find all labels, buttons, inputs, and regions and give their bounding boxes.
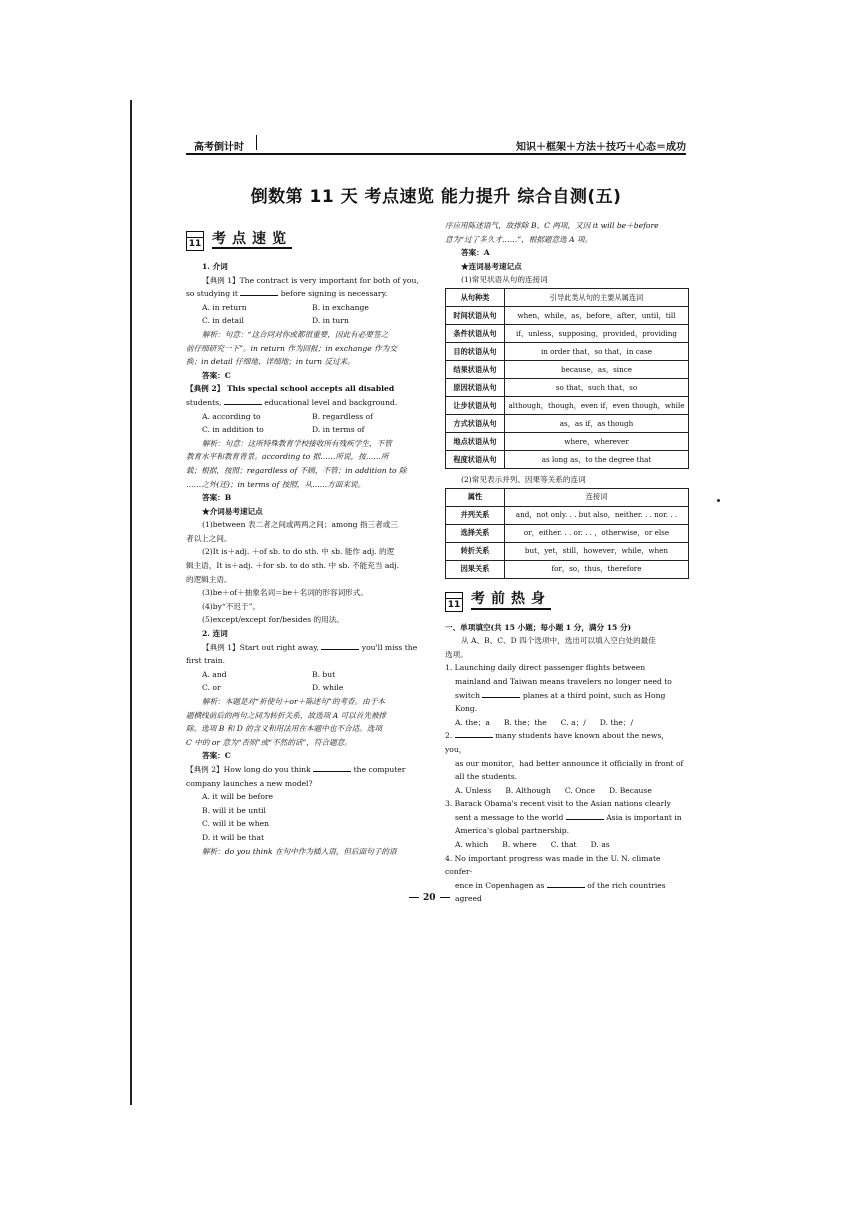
page-number: 20 bbox=[405, 893, 454, 903]
instructions: 选项。 bbox=[445, 649, 468, 659]
answer-blank bbox=[482, 689, 520, 698]
calendar-icon: 11 bbox=[186, 231, 204, 251]
question-text: as our monitor，had better announce it officially in front of bbox=[455, 758, 684, 768]
option-row bbox=[186, 410, 428, 424]
table-row bbox=[446, 542, 689, 560]
table-cell: 选择关系 bbox=[446, 524, 505, 542]
table-row bbox=[446, 378, 689, 396]
subheading: 1. 介词 bbox=[202, 262, 228, 271]
section-heading bbox=[445, 589, 687, 615]
subheading: 2. 连词 bbox=[202, 629, 228, 639]
option-row bbox=[445, 716, 687, 730]
option-row bbox=[445, 838, 687, 852]
table-cell: 目的状语从句 bbox=[446, 342, 505, 360]
explanation: 前仔细研究一下”。in return 作为回报；in exchange 作为交 bbox=[186, 343, 397, 353]
explanation: 解析：句意：“这合同对你或都很重要，因此有必要签之 bbox=[202, 329, 389, 339]
question-text: 2. many students have known about the news，you， bbox=[445, 731, 669, 754]
explanation: 除。选项 B 和 D 的含义和用法用在本题中也不合适。选项 bbox=[186, 724, 382, 734]
table-row bbox=[446, 432, 689, 450]
table-row bbox=[446, 342, 689, 360]
table-row bbox=[446, 414, 689, 432]
tip: 的逻辑主语。 bbox=[186, 574, 232, 584]
option: C. will it be when bbox=[202, 819, 270, 829]
table-cell: as，as if，as though bbox=[505, 414, 689, 432]
question-text: mainland and Taiwan means travelers no longer need to bbox=[455, 676, 672, 686]
option: D. it will be that bbox=[202, 832, 265, 842]
table-caption: (2)常见表示并列、因果等关系的连词 bbox=[461, 474, 586, 484]
answer-blank bbox=[455, 729, 493, 738]
answer-blank bbox=[566, 811, 604, 820]
question-text: company launches a new model? bbox=[186, 778, 313, 788]
instructions: 一、单项填空(共 15 小题；每小题 1 分，满分 15 分) bbox=[445, 622, 632, 632]
answer-blank bbox=[313, 763, 351, 772]
table-cell: or，either. . . or. . . ，otherwise，or else bbox=[505, 524, 689, 542]
option: C. or bbox=[202, 683, 221, 693]
table-cell: for，so，thus，therefore bbox=[505, 560, 689, 578]
option: D. in terms of bbox=[312, 425, 365, 435]
option: A. Unless bbox=[455, 785, 492, 795]
table-row bbox=[446, 450, 689, 468]
scan-edge-line bbox=[130, 100, 132, 1105]
question-text: America's global partnership. bbox=[455, 826, 570, 836]
table-cell: where，wherever bbox=[505, 432, 689, 450]
header-rule bbox=[186, 153, 686, 155]
answer: 答案：C bbox=[202, 370, 231, 380]
option: B. in exchange bbox=[312, 302, 369, 312]
section-heading bbox=[186, 228, 428, 254]
question-text: so studying it before signing is necessary. bbox=[186, 289, 388, 299]
question-text: ence in Copenhagen as of the rich countries agreed bbox=[455, 880, 666, 904]
table-cell: 方式状语从句 bbox=[446, 414, 505, 432]
answer-blank bbox=[321, 641, 359, 650]
table-cell: so that，such that，so bbox=[505, 378, 689, 396]
answer: 答案：A bbox=[461, 248, 490, 258]
question-text: first train. bbox=[186, 656, 225, 666]
header-left: 高考倒计时 bbox=[194, 142, 244, 153]
table-row bbox=[446, 560, 689, 578]
question-text: 1. Launching daily direct passenger flights between bbox=[445, 663, 646, 673]
left-column bbox=[186, 228, 428, 858]
table-cell: 让步状语从句 bbox=[446, 396, 505, 414]
page-header bbox=[186, 133, 686, 153]
option: B. Although bbox=[505, 785, 551, 795]
table-header-cell: 连接词 bbox=[505, 488, 689, 506]
table-row bbox=[446, 506, 689, 524]
table-header-cell: 从句种类 bbox=[446, 288, 505, 306]
option: D. as bbox=[590, 840, 610, 850]
explanation: 解析：句意：这所特殊教育学校接收所有残疾学生，不管 bbox=[202, 438, 392, 448]
tip: (3)be＋of＋抽象名词＝be＋名词的形容词形式。 bbox=[202, 588, 368, 598]
option: B. will it be until bbox=[202, 805, 266, 815]
table-cell: 时间状语从句 bbox=[446, 306, 505, 324]
answer: 答案：C bbox=[202, 751, 231, 761]
table-header-row bbox=[446, 488, 689, 506]
tip: (4)by“不迟于”。 bbox=[202, 601, 261, 611]
option: C. in detail bbox=[202, 316, 244, 326]
relation-conjunction-table bbox=[445, 488, 689, 579]
option-row bbox=[186, 423, 428, 437]
question-text: students, educational level and background. bbox=[186, 397, 398, 407]
question-text: 【典例 1】The contract is very important for both of you, bbox=[202, 275, 419, 285]
table-cell: as long as，to the degree that bbox=[505, 450, 689, 468]
option-row bbox=[186, 681, 428, 695]
option-row bbox=[186, 301, 428, 315]
option-row bbox=[445, 784, 687, 798]
header-divider bbox=[256, 135, 257, 150]
option: D. while bbox=[312, 683, 344, 693]
header-right: 知识＋框架＋方法＋技巧＋心态＝成功 bbox=[516, 142, 686, 153]
question-text: 【典例 2】 This special school accepts all disabled bbox=[186, 384, 395, 394]
option: D. Because bbox=[609, 785, 652, 795]
option: A. according to bbox=[202, 411, 261, 421]
option: C. that bbox=[550, 840, 577, 850]
tip: (2)It is＋adj. ＋of sb. to do sth. 中 sb. 能作 adj. 的逻 bbox=[202, 547, 395, 557]
table-header-row bbox=[446, 288, 689, 306]
tip: (1)between 表二者之间或两两之间；among 指三者或三 bbox=[202, 520, 398, 530]
table-header-cell: 引导此类从句的主要从属连词 bbox=[505, 288, 689, 306]
table-cell: 条件状语从句 bbox=[446, 324, 505, 342]
option: A. which bbox=[455, 840, 489, 850]
tip: 辑主语，It is＋adj. ＋for sb. to do sth. 中 sb. 不能充当 adj. bbox=[186, 561, 400, 571]
explanation: 教育水平和教育背景。according to 据……所说，按……所 bbox=[186, 452, 389, 462]
table-cell: in order that，so that，in case bbox=[505, 342, 689, 360]
tips-heading: ★连词易考速记点 bbox=[461, 261, 522, 271]
option: A. it will be before bbox=[202, 792, 274, 802]
table-cell: 程度状语从句 bbox=[446, 450, 505, 468]
table-cell: 转折关系 bbox=[446, 542, 505, 560]
page-title: 倒数第 11 天 考点速览 能力提升 综合自测(五) bbox=[250, 187, 622, 207]
table-row bbox=[446, 324, 689, 342]
clause-conjunction-table bbox=[445, 288, 689, 469]
calendar-icon: 11 bbox=[445, 592, 463, 612]
explanation: 载；根据，按照；regardless of 不顾，不管；in addition to 除 bbox=[186, 465, 407, 475]
table-cell: but，yet，still，however，while，when bbox=[505, 542, 689, 560]
option: A. the；a bbox=[455, 717, 490, 727]
option: D. the；/ bbox=[599, 717, 634, 727]
tips-heading: ★介词易考速记点 bbox=[202, 506, 263, 516]
table-cell: because，as，since bbox=[505, 360, 689, 378]
instructions: 从 A、B、C、D 四个选项中，选出可以填入空白处的最佳 bbox=[461, 636, 656, 646]
explanation: C 中的 or 意为“否则”或“不然的话”，符合题意。 bbox=[186, 737, 352, 747]
table-row bbox=[446, 306, 689, 324]
explanation: 解析：本题是对“祈使句＋or＋陈述句”的考查。由于本 bbox=[202, 697, 386, 706]
table-cell: 并列关系 bbox=[446, 506, 505, 524]
question-text: all the students. bbox=[455, 772, 518, 782]
table-cell: 原因状语从句 bbox=[446, 378, 505, 396]
question-text: 4. No important progress was made in the U. N. climate confer- bbox=[445, 853, 661, 877]
question-text: 3. Barack Obama's recent visit to the Asian nations clearly bbox=[445, 799, 671, 809]
table-cell: when，while，as，before，after，until，till bbox=[505, 306, 689, 324]
answer-blank bbox=[240, 287, 278, 296]
explanation: 解析：do you think 在句中作为插入语，但后面句子的语 bbox=[202, 846, 397, 856]
question-text: sent a message to the world Asia is important in bbox=[455, 812, 682, 822]
option: C. in addition to bbox=[202, 425, 264, 435]
explanation: 意为“过了多久才……”，根据题意选 A 项。 bbox=[445, 234, 593, 244]
question-text: 【典例 1】Start out right away, you'll miss the bbox=[202, 642, 418, 652]
explanation: 题横线前后的两句之间为转折关系，故选项 A 可以首先被排 bbox=[186, 710, 387, 720]
option: C. Once bbox=[564, 785, 596, 795]
option: B. the；the bbox=[503, 717, 547, 727]
table-cell: and，not only. . . but also，neither. . . nor. . . bbox=[505, 506, 689, 524]
tip: (5)except/except for/besides 的用法。 bbox=[202, 615, 344, 625]
option: A. and bbox=[202, 669, 227, 679]
table-row bbox=[446, 360, 689, 378]
explanation: 序应用陈述语气，故排除 B、C 两项，又因 it will be＋before bbox=[445, 221, 659, 230]
option: A. in return bbox=[202, 302, 247, 312]
table-cell: 地点状语从句 bbox=[446, 432, 505, 450]
table-cell: 因果关系 bbox=[446, 560, 505, 578]
table-caption: (1)常见状语从句的连接词 bbox=[461, 275, 548, 285]
section-title: 考前热身 bbox=[471, 593, 551, 610]
question-text: Kong. bbox=[455, 704, 478, 714]
answer-blank bbox=[547, 879, 585, 888]
table-cell: if，unless，supposing，provided，providing bbox=[505, 324, 689, 342]
table-row bbox=[446, 524, 689, 542]
option: C. a；/ bbox=[560, 717, 586, 727]
explanation: 换；in detail 仔细地、详细地；in turn 反过来。 bbox=[186, 357, 355, 367]
option: B. where bbox=[502, 840, 537, 850]
question-text: 【典例 2】How long do you think the computer bbox=[186, 764, 406, 774]
table-row bbox=[446, 396, 689, 414]
option-row bbox=[186, 668, 428, 682]
answer: 答案：B bbox=[202, 493, 232, 503]
question-text: switch planes at a third point, such as Hong bbox=[455, 690, 666, 700]
answer-blank bbox=[224, 396, 262, 405]
tip: 者以上之间。 bbox=[186, 533, 232, 543]
option: D. in turn bbox=[312, 316, 349, 326]
table-cell: 结果状语从句 bbox=[446, 360, 505, 378]
scan-speck bbox=[717, 499, 720, 502]
option: B. but bbox=[312, 669, 336, 679]
table-cell: although，though，even if，even though，while bbox=[505, 396, 689, 414]
option: B. regardless of bbox=[312, 411, 373, 421]
explanation: ……之外(还)；in terms of 按照，从……方面来说。 bbox=[186, 479, 366, 489]
table-header-cell: 属性 bbox=[446, 488, 505, 506]
right-column bbox=[445, 219, 687, 906]
option-row bbox=[186, 314, 428, 328]
section-title: 考点速览 bbox=[212, 233, 292, 250]
